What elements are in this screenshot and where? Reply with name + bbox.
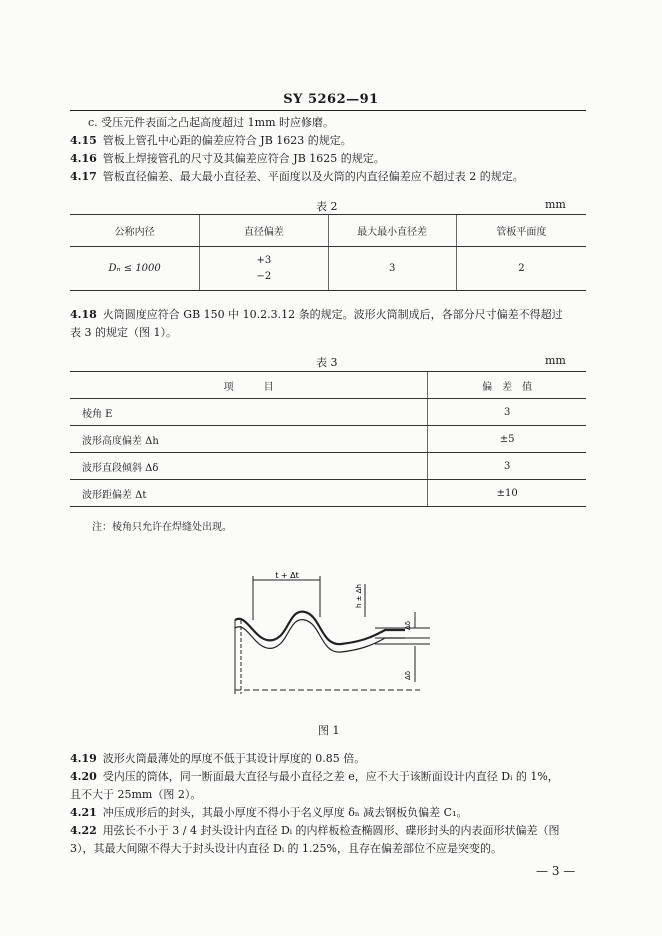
table2-unit: mm [545,198,566,211]
table3-value: 3 [428,399,586,426]
deviation-plus: +3 [256,255,272,266]
clause-4-18 [70,308,563,322]
table3-item: 波形高度偏差 Δh [70,426,428,453]
clause-number: 4.16 [70,152,97,165]
table3-note: 注：棱角只允许在焊缝处出现。 [92,522,232,533]
table2-header-cell: 管板平面度 [456,215,586,247]
table2-cell-dn [70,247,200,291]
table-row [70,399,586,426]
standard-code-header: SY 5262—91 [283,92,379,107]
clause-number: 4.17 [70,170,97,183]
clause-number: 4.22 [70,824,97,837]
table2 [70,214,586,291]
table3-header-row [70,372,586,399]
table2-cell-deviation [200,247,328,291]
table-row [70,480,586,507]
clause-4-22-cont [70,842,502,856]
table3-value: 3 [428,453,586,480]
label-delta2: Δδ [404,670,412,680]
label-delta1: Δδ [404,620,412,630]
clause-text: 用弦长不小于 3 / 4 封头设计内直径 Dᵢ 的内样板检查椭圆形、碟形封头的内表面形状偏差（图 [102,824,560,837]
table3 [70,371,586,507]
table3-item: 波形距偏差 Δt [70,480,428,507]
clause-4-22 [70,824,560,838]
clause-4-20-cont [70,788,201,802]
clause-4-21 [70,806,468,820]
label-h-dh: h ± Δh [355,584,363,608]
clause-text: 管板上管孔中心距的偏差应符合 JB 1623 的规定。 [102,134,352,147]
clause-4-15 [70,134,352,148]
clause-4-16 [70,152,385,166]
table3-value: ±10 [428,480,586,507]
clause-text: 且不大于 25mm（图 2）。 [70,788,202,801]
table3-header-item: 项 目 [70,372,428,399]
clause-c [88,116,334,130]
figure-1-caption: 图 1 [318,724,340,737]
clause-text: 3），其最大间隙不得大于封头设计内直径 Dᵢ 的 1.25%，且存在偏差部位不应是突变的。 [70,842,502,855]
table2-header-cell: 直径偏差 [200,215,328,247]
clause-text: c. 受压元件表面之凸起高度超过 1mm 时应修磨。 [88,116,335,129]
clause-text: 表 3 的规定（图 1）。 [70,326,177,339]
label-t-dt: t + Δt [275,572,299,580]
clause-text: 火筒圆度应符合 GB 150 中 10.2.3.12 条的规定。波形火筒制成后，各部分尺寸偏差不得超过 [102,308,563,321]
deviation-minus: −2 [256,271,272,282]
nominal-diameter: Dₙ ≤ 1000 [108,263,161,274]
clause-4-19 [70,752,365,766]
table-row [70,426,586,453]
clause-number: 4.21 [70,806,97,819]
page-number: — 3 — [536,864,576,878]
table2-caption: 表 2 [316,200,338,213]
clause-4-18-cont [70,326,177,340]
clause-text: 管板直径偏差、最大最小直径差、平面度以及火筒的内直径偏差应不超过表 2 的规定。 [102,170,524,183]
table-row [70,453,586,480]
clause-number: 4.18 [70,308,97,321]
clause-text: 冲压成形后的封头，其最小厚度不得小于名义厚度 δₙ 减去钢板负偏差 C₁。 [102,806,468,819]
clause-text: 受内压的筒体，同一断面最大直径与最小直径之差 e，应不大于该断面设计内直径 Dᵢ 的 1%， [102,770,559,783]
table3-unit: mm [545,354,566,367]
clause-text: 管板上焊接管孔的尺寸及其偏差应符合 JB 1625 的规定。 [102,152,385,165]
table3-caption: 表 3 [316,356,338,369]
table3-item: 波形直段倾斜 Δδ [70,453,428,480]
table2-header-cell: 最大最小直径差 [328,215,456,247]
header-rule [70,110,586,111]
clause-4-17 [70,170,524,184]
table2-data-row [70,247,586,291]
table3-value: ±5 [428,426,586,453]
figure-1-drawing [225,572,440,694]
clause-number: 4.15 [70,134,97,147]
clause-4-20 [70,770,559,784]
table2-header-cell: 公称内径 [70,215,200,247]
table3-item: 棱角 E [70,399,428,426]
table2-cell-diff: 3 [328,247,456,291]
clause-number: 4.20 [70,770,97,783]
clause-text: 波形火筒最薄处的厚度不低于其设计厚度的 0.85 倍。 [102,752,366,765]
table2-header-row [70,215,586,247]
table2-cell-flatness: 2 [456,247,586,291]
clause-number: 4.19 [70,752,97,765]
table3-header-value: 偏 差 值 [428,372,586,399]
